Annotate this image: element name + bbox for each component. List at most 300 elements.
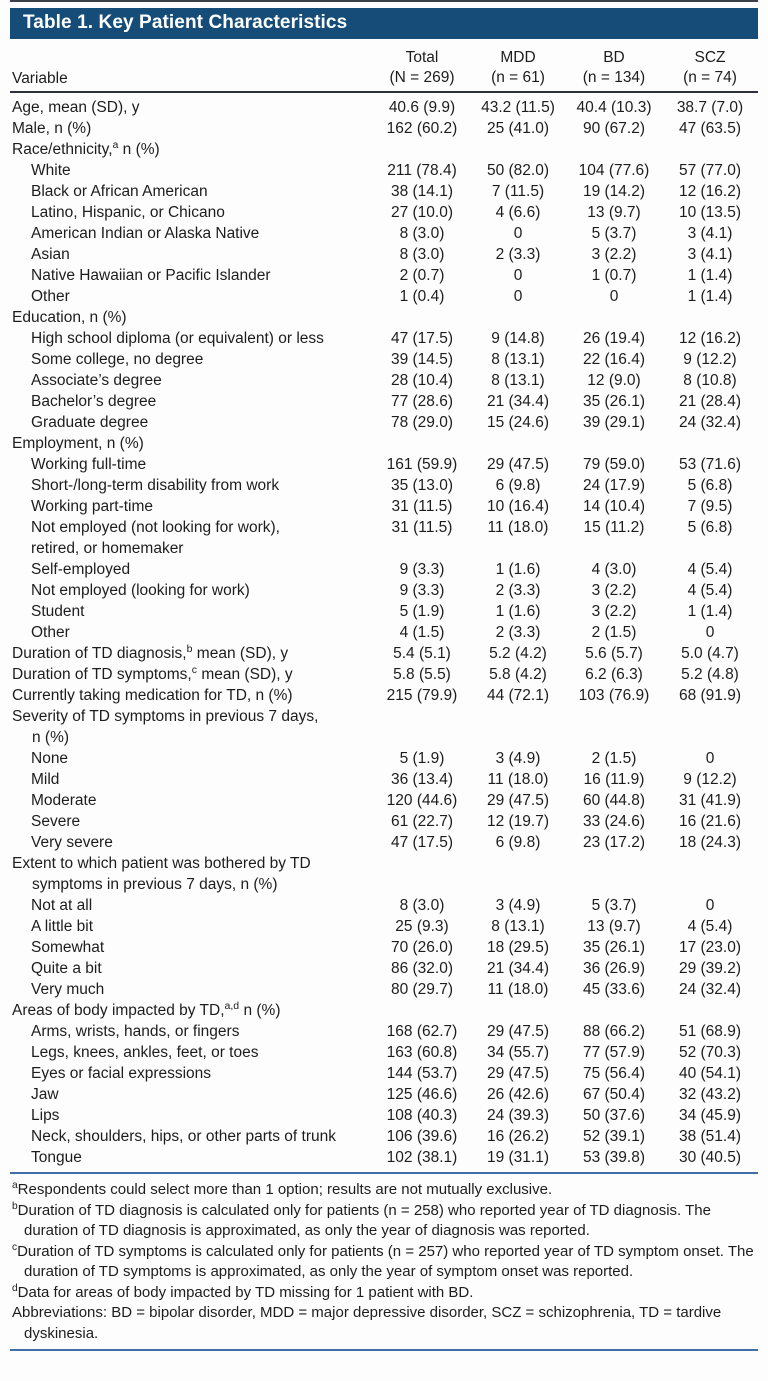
row-label-line: White xyxy=(31,162,71,179)
table-row xyxy=(10,1021,758,1042)
superscript-marker: c xyxy=(12,1241,18,1253)
cell-value: 13 (9.7) xyxy=(587,204,641,221)
row-label-line: Quite a bit xyxy=(31,960,102,977)
cell-value: 61 (22.7) xyxy=(390,813,454,830)
cell-value: 3 (4.1) xyxy=(687,225,733,242)
cell-value: 11 (18.0) xyxy=(487,519,549,536)
cell-value: 18 (29.5) xyxy=(486,939,550,956)
table-row xyxy=(10,811,758,832)
cell-value: 43.2 (11.5) xyxy=(481,99,555,116)
row-label-line: Somewhat xyxy=(31,939,105,956)
cell-value: 162 (60.2) xyxy=(386,120,458,137)
table-row xyxy=(10,622,758,643)
cell-value: 52 (39.1) xyxy=(582,1128,646,1145)
cell-value xyxy=(662,307,758,328)
superscript-marker: a xyxy=(112,138,119,151)
row-label-line: Associate’s degree xyxy=(31,372,162,389)
cell-value xyxy=(470,1000,566,1021)
top-divider xyxy=(10,0,758,2)
row-label-line: Some college, no degree xyxy=(31,351,204,368)
cell-value xyxy=(470,307,566,328)
cell-value: 161 (59.9) xyxy=(386,456,458,473)
table-row xyxy=(10,1105,758,1126)
cell-value xyxy=(566,706,662,748)
table-row xyxy=(10,328,758,349)
cell-value: 5.0 (4.7) xyxy=(681,645,739,662)
cell-value: 8 (13.1) xyxy=(491,351,545,368)
cell-value: 29 (47.5) xyxy=(486,792,550,809)
table-row xyxy=(10,496,758,517)
cell-value xyxy=(566,433,662,454)
cell-value: 163 (60.8) xyxy=(386,1044,458,1061)
superscript-marker: b xyxy=(186,642,193,655)
cell-value: 5.8 (4.2) xyxy=(489,666,547,683)
cell-value: 168 (62.7) xyxy=(386,1023,458,1040)
row-label-line: Not at all xyxy=(31,897,93,914)
cell-value: 24 (32.4) xyxy=(678,414,742,431)
cell-value: 36 (26.9) xyxy=(582,960,646,977)
cell-value: 102 (38.1) xyxy=(386,1149,458,1166)
row-label-line: Employment, n (%) xyxy=(12,435,144,452)
cell-value: 1 (1.4) xyxy=(687,288,733,305)
cell-value: 77 (57.9) xyxy=(582,1044,646,1061)
row-label-line: symptoms in previous 7 days, n (%) xyxy=(32,876,278,893)
row-label xyxy=(10,160,374,181)
cell-value xyxy=(470,853,566,895)
row-label-line: Arms, wrists, hands, or fingers xyxy=(31,1023,240,1040)
row-label-line: Severe xyxy=(31,813,81,830)
cell-value: 103 (76.9) xyxy=(578,687,650,704)
cell-value: 22 (16.4) xyxy=(582,351,646,368)
row-label-line: retired, or homemaker xyxy=(31,540,184,557)
footnote: $^c$Duration of TD symptoms is calculated only for patients (n = 257) who reported year of TD symptom onset. The duration of TD symptoms is approximated, as only the year of symptom onset was reported. xyxy=(12,1241,754,1280)
row-label xyxy=(10,307,374,328)
cell-value: 11 (18.0) xyxy=(487,771,549,788)
row-label xyxy=(10,1063,374,1084)
table-row xyxy=(10,139,758,160)
cell-value: 0 xyxy=(705,624,715,641)
cell-value: 4 (6.6) xyxy=(495,204,541,221)
cell-value: 1 (0.7) xyxy=(591,267,637,284)
table-row xyxy=(10,895,758,916)
cell-value: 144 (53.7) xyxy=(386,1065,458,1082)
cell-value: 2 (3.3) xyxy=(495,582,541,599)
row-label-line: American Indian or Alaska Native xyxy=(31,225,260,242)
cell-value: 50 (37.6) xyxy=(582,1107,646,1124)
table-row xyxy=(10,223,758,244)
cell-value: 4 (5.4) xyxy=(687,582,733,599)
table-header xyxy=(10,39,758,92)
row-label xyxy=(10,622,374,643)
cell-value: 75 (56.4) xyxy=(582,1065,646,1082)
cell-value xyxy=(470,433,566,454)
table-row xyxy=(10,1084,758,1105)
cell-value: 5.4 (5.1) xyxy=(393,645,451,662)
cell-value: 38 (51.4) xyxy=(678,1128,742,1145)
cell-value: 26 (19.4) xyxy=(582,330,646,347)
row-label-line: Not employed (looking for work) xyxy=(31,582,250,599)
table-row xyxy=(10,748,758,769)
cell-value: 2 (1.5) xyxy=(591,624,637,641)
row-label xyxy=(10,517,374,559)
column-group-name: MDD xyxy=(500,49,536,66)
cell-value: 24 (17.9) xyxy=(582,477,646,494)
row-label-line: Latino, Hispanic, or Chicano xyxy=(31,204,225,221)
cell-value: 5 (1.9) xyxy=(399,750,445,767)
cell-value: 32 (43.2) xyxy=(678,1086,742,1103)
cell-value: 106 (39.6) xyxy=(386,1128,458,1145)
cell-value: 2 (3.3) xyxy=(495,246,541,263)
row-label xyxy=(10,202,374,223)
cell-value: 6 (9.8) xyxy=(495,477,541,494)
row-label xyxy=(10,139,374,160)
cell-value: 40 (54.1) xyxy=(678,1065,742,1082)
cell-value: 3 (2.2) xyxy=(591,246,637,263)
cell-value: 40.4 (10.3) xyxy=(576,99,652,116)
cell-value: 2 (1.5) xyxy=(591,750,637,767)
cell-value: 35 (26.1) xyxy=(582,393,646,410)
column-group-n: (n = 134) xyxy=(582,69,646,86)
cell-value: 19 (14.2) xyxy=(582,183,646,200)
row-label xyxy=(10,1084,374,1105)
row-label-line: Graduate degree xyxy=(31,414,149,431)
table-row xyxy=(10,769,758,790)
row-label-line: Bachelor’s degree xyxy=(31,393,157,410)
cell-value: 29 (47.5) xyxy=(486,1065,550,1082)
cell-value: 90 (67.2) xyxy=(582,120,646,137)
cell-value xyxy=(566,1000,662,1021)
cell-value: 21 (28.4) xyxy=(678,393,742,410)
row-label-line: Jaw xyxy=(31,1086,59,1103)
row-label xyxy=(10,244,374,265)
row-label xyxy=(10,853,374,895)
cell-value: 68 (91.9) xyxy=(678,687,742,704)
table-row xyxy=(10,958,758,979)
row-label-line: A little bit xyxy=(31,918,94,935)
row-label-line: Race/ethnicity,$^a$ n (%) xyxy=(12,138,160,158)
cell-value: 27 (10.0) xyxy=(390,204,454,221)
cell-value: 31 (41.9) xyxy=(678,792,742,809)
row-label xyxy=(10,370,374,391)
cell-value: 52 (70.3) xyxy=(678,1044,742,1061)
cell-value: 12 (16.2) xyxy=(678,183,742,200)
cell-value: 8 (3.0) xyxy=(399,897,445,914)
footnote: $^b$Duration of TD diagnosis is calculated only for patients (n = 258) who reported year of TD diagnosis. The duration of TD diagnosis is approximated, as only the year of diagnosis was reported. xyxy=(12,1200,711,1239)
cell-value: 16 (11.9) xyxy=(583,771,645,788)
superscript-marker: d xyxy=(12,1282,18,1294)
cell-value xyxy=(374,853,470,895)
table-row xyxy=(10,202,758,223)
cell-value: 38 (14.1) xyxy=(390,183,454,200)
row-label xyxy=(10,811,374,832)
cell-value xyxy=(374,1000,470,1021)
row-label-line: Severity of TD symptoms in previous 7 days, xyxy=(12,708,319,725)
row-label xyxy=(10,1042,374,1063)
cell-value: 0 xyxy=(513,267,523,284)
cell-value: 47 (17.5) xyxy=(390,330,454,347)
row-label xyxy=(10,412,374,433)
row-label xyxy=(10,958,374,979)
cell-value: 53 (71.6) xyxy=(678,456,742,473)
table-row xyxy=(10,454,758,475)
cell-value: 104 (77.6) xyxy=(578,162,650,179)
cell-value: 8 (13.1) xyxy=(491,372,545,389)
cell-value: 25 (41.0) xyxy=(486,120,550,137)
cell-value: 8 (13.1) xyxy=(491,918,545,935)
cell-value: 4 (3.0) xyxy=(591,561,637,578)
cell-value: 53 (39.8) xyxy=(582,1149,646,1166)
footnote: Abbreviations: BD = bipolar disorder, MDD = major depressive disorder, SCZ = schizophrenia, TD = tardive dyskinesia. xyxy=(12,1304,722,1342)
row-label-line: High school diploma (or equivalent) or less xyxy=(31,330,324,347)
column-header-scz xyxy=(662,39,758,92)
cell-value: 25 (9.3) xyxy=(395,918,449,935)
table-row xyxy=(10,643,758,664)
cell-value xyxy=(374,139,470,160)
column-header-variable: Variable xyxy=(10,39,374,92)
row-label xyxy=(10,1000,374,1021)
cell-value xyxy=(566,853,662,895)
cell-value: 1 (1.6) xyxy=(495,603,541,620)
row-label xyxy=(10,1126,374,1147)
table-body xyxy=(10,92,758,1171)
footnotes xyxy=(10,1180,758,1344)
cell-value: 6 (9.8) xyxy=(495,834,541,851)
cell-value: 77 (28.6) xyxy=(390,393,454,410)
table-row xyxy=(10,349,758,370)
row-label-line: Duration of TD diagnosis,$^b$ mean (SD), y xyxy=(12,642,289,662)
cell-value: 18 (24.3) xyxy=(678,834,742,851)
table-row xyxy=(10,118,758,139)
cell-value: 30 (40.5) xyxy=(678,1149,742,1166)
cell-value: 5 (3.7) xyxy=(591,225,637,242)
row-label-line: Male, n (%) xyxy=(12,120,92,137)
cell-value: 39 (14.5) xyxy=(390,351,454,368)
superscript-marker: c xyxy=(191,663,198,676)
cell-value: 35 (13.0) xyxy=(390,477,454,494)
row-label-line: Age, mean (SD), y xyxy=(12,99,140,116)
row-label-line: Neck, shoulders, hips, or other parts of trunk xyxy=(31,1128,336,1145)
cell-value: 7 (11.5) xyxy=(491,183,545,200)
row-label xyxy=(10,601,374,622)
footnote: $^a$Respondents could select more than 1 option; results are not mutually exclusive. xyxy=(12,1180,553,1198)
cell-value: 4 (1.5) xyxy=(399,624,445,641)
table-row xyxy=(10,475,758,496)
cell-value: 88 (66.2) xyxy=(582,1023,646,1040)
row-label xyxy=(10,454,374,475)
cell-value xyxy=(566,139,662,160)
row-label xyxy=(10,832,374,853)
row-label xyxy=(10,580,374,601)
row-label-line: Duration of TD symptoms,$^c$ mean (SD), y xyxy=(12,663,293,683)
column-group-name: BD xyxy=(603,49,625,66)
table-row xyxy=(10,391,758,412)
column-group-name: Total xyxy=(405,49,439,66)
cell-value: 80 (29.7) xyxy=(390,981,454,998)
cell-value xyxy=(662,706,758,748)
table-row xyxy=(10,580,758,601)
table-row xyxy=(10,92,758,118)
cell-value: 5 (6.8) xyxy=(687,477,733,494)
cell-value: 86 (32.0) xyxy=(390,960,454,977)
cell-value: 1 (1.6) xyxy=(495,561,541,578)
row-label-line: Areas of body impacted by TD,$^{a,d}$ n (%) xyxy=(12,999,281,1019)
cell-value: 21 (34.4) xyxy=(486,393,550,410)
column-header-total xyxy=(374,39,470,92)
cell-value: 60 (44.8) xyxy=(582,792,646,809)
row-label-line: Native Hawaiian or Pacific Islander xyxy=(31,267,271,284)
row-label-line: Extent to which patient was bothered by TD xyxy=(12,855,311,872)
table-figure xyxy=(0,8,768,1351)
cell-value: 2 (3.3) xyxy=(495,624,541,641)
cell-value: 67 (50.4) xyxy=(582,1086,646,1103)
row-label xyxy=(10,706,374,748)
row-label xyxy=(10,181,374,202)
row-label xyxy=(10,92,374,118)
table-row xyxy=(10,1063,758,1084)
row-label xyxy=(10,286,374,307)
cell-value: 19 (31.1) xyxy=(486,1149,550,1166)
cell-value: 8 (3.0) xyxy=(399,225,445,242)
cell-value: 10 (13.5) xyxy=(678,204,742,221)
cell-value: 5.8 (5.5) xyxy=(393,666,451,683)
cell-value: 9 (3.3) xyxy=(399,582,445,599)
cell-value: 44 (72.1) xyxy=(486,687,550,704)
superscript-marker: b xyxy=(12,1200,18,1212)
cell-value: 47 (63.5) xyxy=(678,120,742,137)
row-label xyxy=(10,328,374,349)
column-group-n: (n = 74) xyxy=(683,69,737,86)
cell-value: 38.7 (7.0) xyxy=(676,99,744,116)
cell-value: 5 (1.9) xyxy=(399,603,445,620)
cell-value: 12 (19.7) xyxy=(486,813,550,830)
cell-value: 15 (11.2) xyxy=(583,519,645,536)
cell-value: 5 (6.8) xyxy=(687,519,733,536)
cell-value: 125 (46.6) xyxy=(386,1086,458,1103)
row-label xyxy=(10,979,374,1000)
row-label xyxy=(10,748,374,769)
patient-characteristics-table xyxy=(10,39,758,1171)
table-row xyxy=(10,916,758,937)
cell-value: 31 (11.5) xyxy=(391,498,453,515)
cell-value: 1 (1.4) xyxy=(687,267,733,284)
row-label-line: Self-employed xyxy=(31,561,131,578)
row-label xyxy=(10,790,374,811)
row-label-line: Short-/long-term disability from work xyxy=(31,477,280,494)
table-row xyxy=(10,265,758,286)
cell-value: 13 (9.7) xyxy=(587,918,641,935)
row-label xyxy=(10,559,374,580)
cell-value: 2 (0.7) xyxy=(399,267,445,284)
table-row xyxy=(10,790,758,811)
row-label xyxy=(10,496,374,517)
table-row xyxy=(10,832,758,853)
cell-value xyxy=(470,706,566,748)
table-row xyxy=(10,706,758,748)
cell-value xyxy=(662,853,758,895)
cell-value: 8 (10.8) xyxy=(683,372,737,389)
cell-value: 1 (1.4) xyxy=(687,603,733,620)
cell-value: 36 (13.4) xyxy=(390,771,454,788)
row-label-line: Education, n (%) xyxy=(12,309,127,326)
row-label xyxy=(10,916,374,937)
row-label xyxy=(10,685,374,706)
row-label-line: Currently taking medication for TD, n (%) xyxy=(12,687,293,704)
row-label xyxy=(10,1147,374,1171)
superscript-marker: a xyxy=(12,1180,18,1191)
cell-value: 0 xyxy=(705,750,715,767)
cell-value: 34 (55.7) xyxy=(486,1044,550,1061)
cell-value xyxy=(374,433,470,454)
cell-value: 5 (3.7) xyxy=(591,897,637,914)
cell-value: 29 (47.5) xyxy=(486,1023,550,1040)
cell-value: 21 (34.4) xyxy=(486,960,550,977)
row-label xyxy=(10,895,374,916)
table-row xyxy=(10,979,758,1000)
cell-value: 33 (24.6) xyxy=(582,813,646,830)
cell-value: 34 (45.9) xyxy=(678,1107,742,1124)
cell-value: 24 (39.3) xyxy=(486,1107,550,1124)
row-label xyxy=(10,1105,374,1126)
table-row xyxy=(10,1126,758,1147)
cell-value: 9 (12.2) xyxy=(683,351,737,368)
cell-value: 23 (17.2) xyxy=(582,834,646,851)
row-label xyxy=(10,769,374,790)
table-row xyxy=(10,160,758,181)
cell-value: 3 (2.2) xyxy=(591,582,637,599)
cell-value: 9 (14.8) xyxy=(491,330,545,347)
page-bottom-rule xyxy=(10,1349,758,1351)
footnote: $^d$Data for areas of body impacted by TD missing for 1 patient with BD. xyxy=(12,1282,474,1301)
cell-value: 0 xyxy=(609,288,619,305)
cell-value: 1 (0.4) xyxy=(399,288,445,305)
row-label xyxy=(10,937,374,958)
cell-value: 9 (12.2) xyxy=(683,771,737,788)
cell-value: 78 (29.0) xyxy=(390,414,454,431)
cell-value: 26 (42.6) xyxy=(486,1086,550,1103)
cell-value: 16 (26.2) xyxy=(486,1128,550,1145)
cell-value: 108 (40.3) xyxy=(386,1107,458,1124)
row-label-line: Mild xyxy=(31,771,60,788)
column-header-bd xyxy=(566,39,662,92)
row-label-line: Moderate xyxy=(31,792,97,809)
row-label-line: Not employed (not looking for work), xyxy=(31,519,280,536)
cell-value: 70 (26.0) xyxy=(390,939,454,956)
cell-value: 51 (68.9) xyxy=(678,1023,742,1040)
row-label xyxy=(10,349,374,370)
row-label-line: Eyes or facial expressions xyxy=(31,1065,212,1082)
row-label xyxy=(10,118,374,139)
cell-value: 47 (17.5) xyxy=(390,834,454,851)
row-label-line: Lips xyxy=(31,1107,60,1124)
row-label-line: Very much xyxy=(31,981,105,998)
table-row xyxy=(10,1000,758,1021)
table-row xyxy=(10,1147,758,1171)
superscript-marker: a,d xyxy=(224,999,240,1012)
row-label-line: Very severe xyxy=(31,834,113,851)
table-bottom-rule xyxy=(10,1172,758,1174)
cell-value: 12 (9.0) xyxy=(587,372,641,389)
cell-value: 31 (11.5) xyxy=(391,519,453,536)
cell-value: 45 (33.6) xyxy=(582,981,646,998)
cell-value: 211 (78.4) xyxy=(387,162,457,179)
cell-value xyxy=(374,706,470,748)
row-label-line: Legs, knees, ankles, feet, or toes xyxy=(31,1044,259,1061)
table-row xyxy=(10,370,758,391)
row-label-line: Other xyxy=(31,624,70,641)
row-label-line: Other xyxy=(31,288,70,305)
cell-value: 0 xyxy=(513,225,523,242)
table-row xyxy=(10,433,758,454)
